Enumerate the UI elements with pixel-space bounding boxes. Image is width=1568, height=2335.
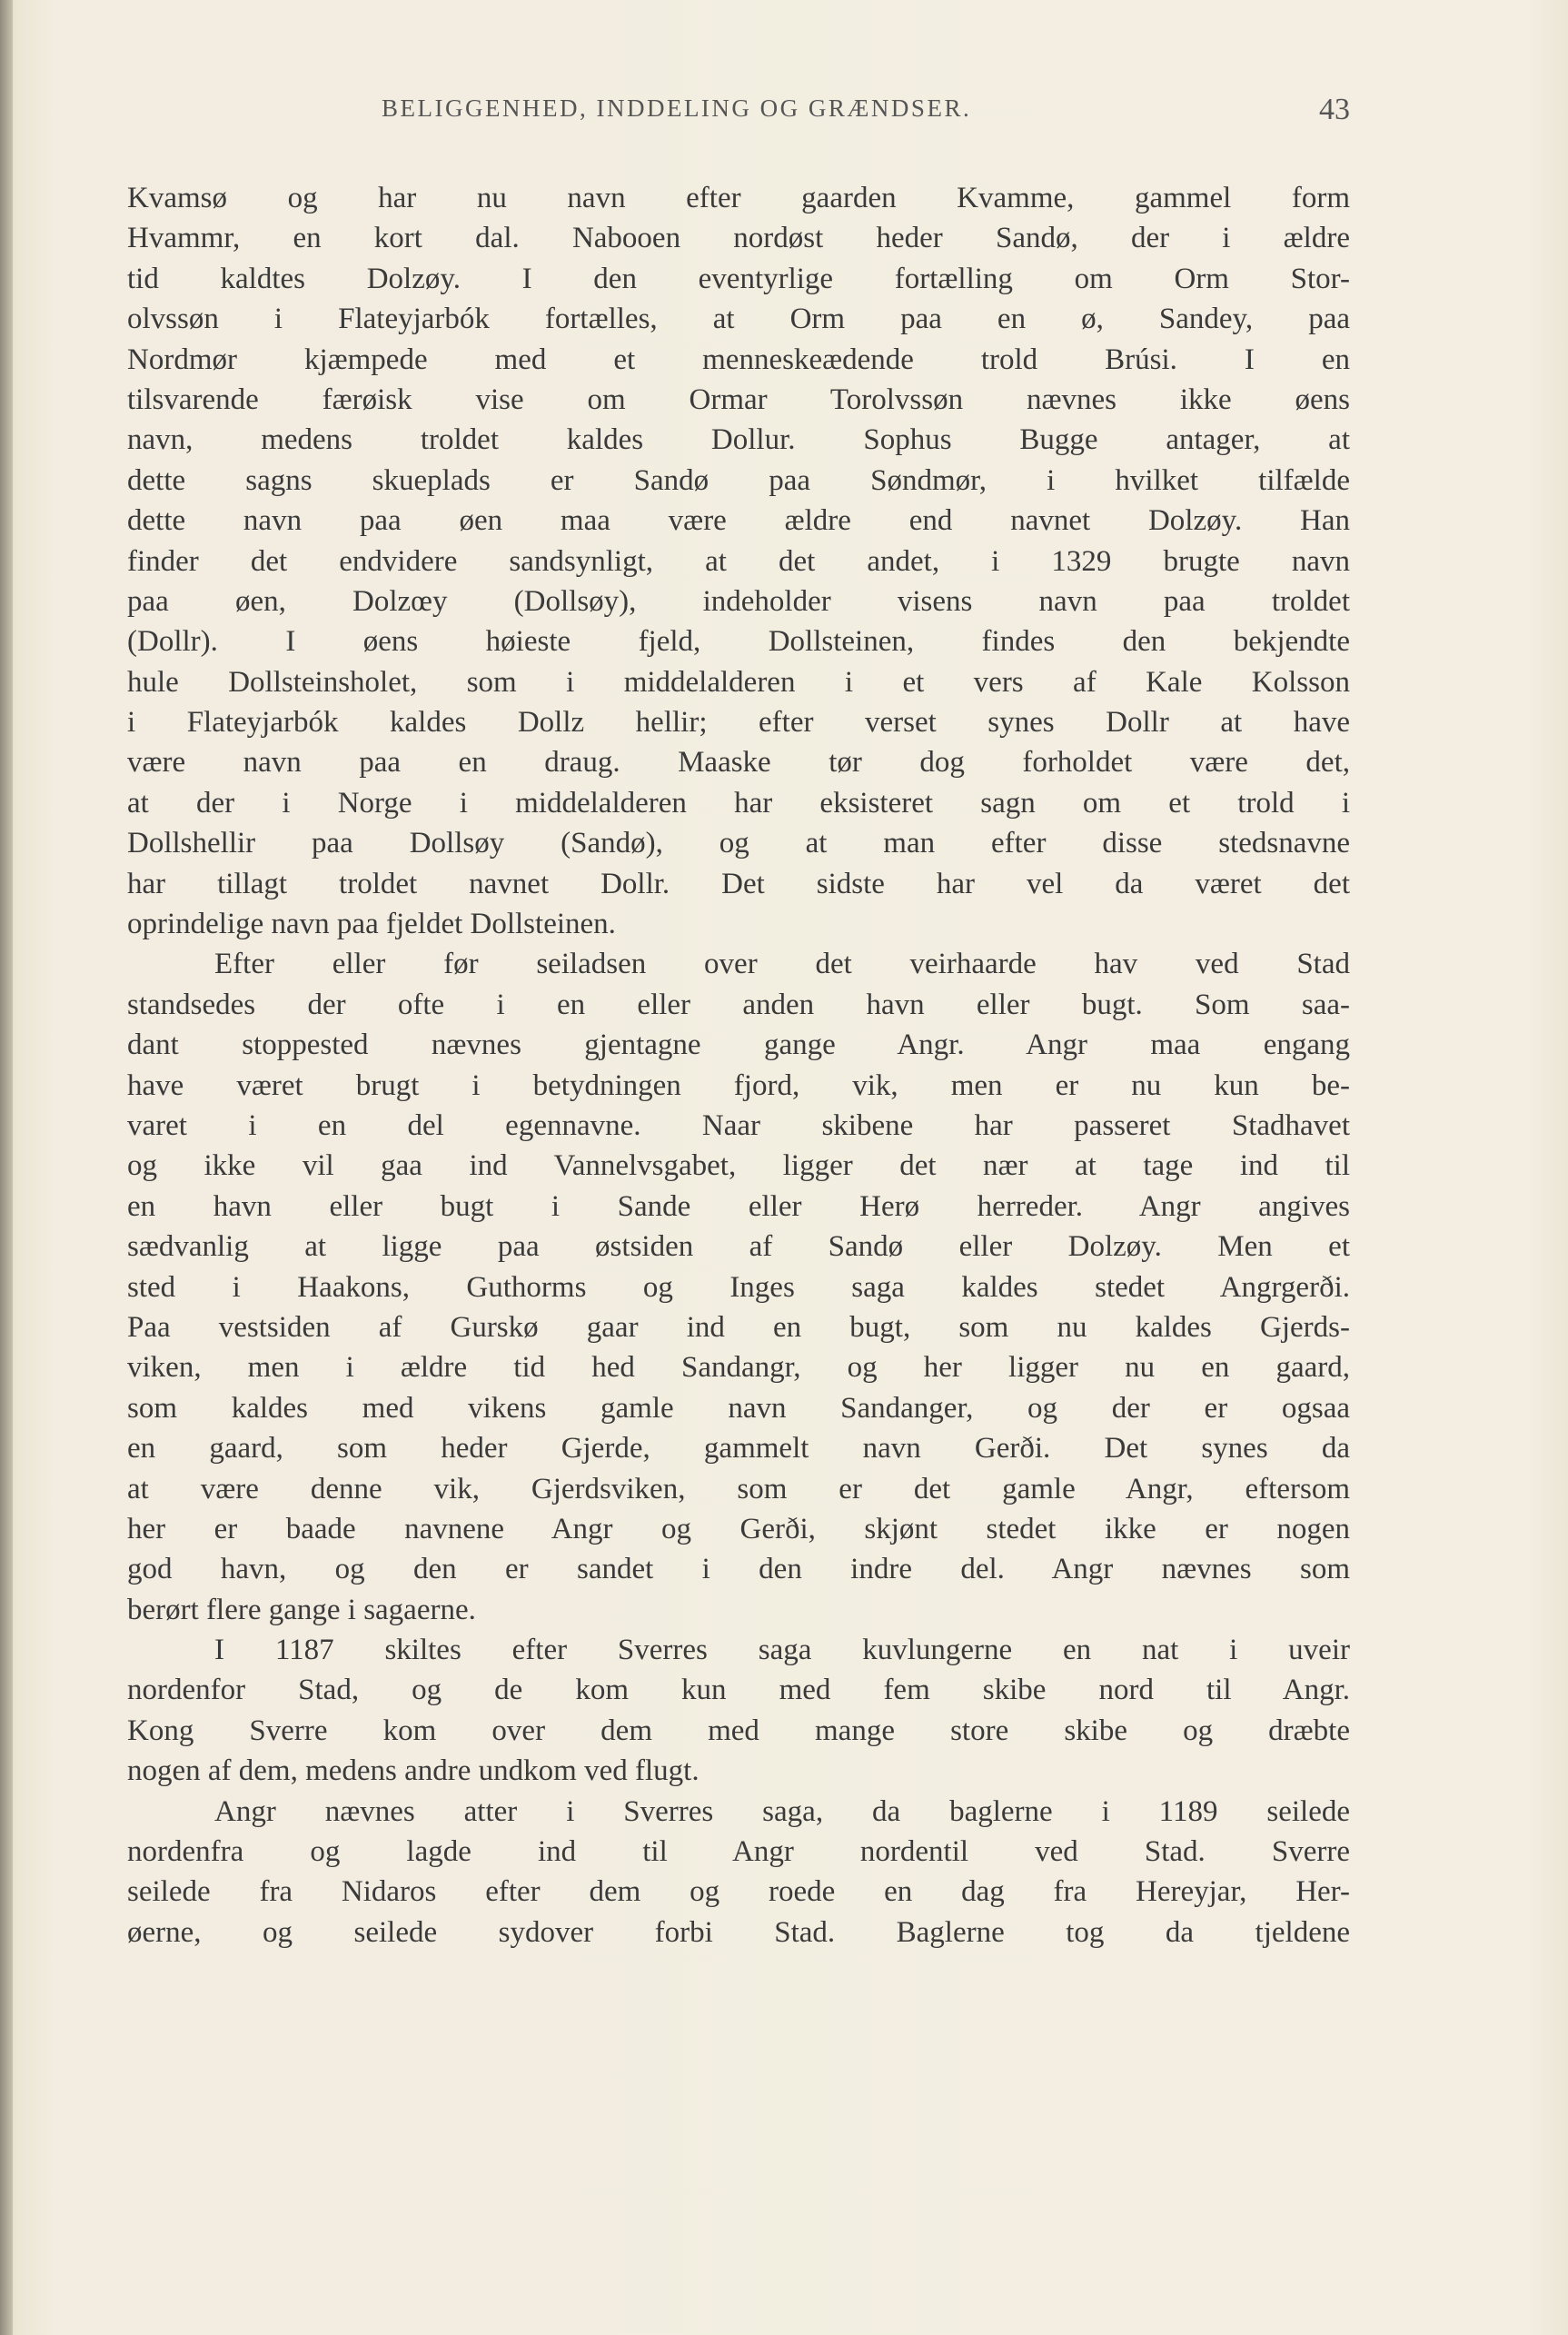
text-line: oprindelige navn paa fjeldet Dollsteinen. (127, 908, 616, 941)
text-line: tilsvarende færøisk vise om Ormar Torolvssøn nævnes ikke øens (127, 383, 1350, 416)
text-line: paa øen, Dolzœy (Dollsøy), indeholder visens navn paa troldet (127, 584, 1350, 618)
text-line: sædvanlig at ligge paa østsiden af Sandø eller Dolzøy. Men et (127, 1230, 1350, 1264)
page-header (127, 94, 1350, 134)
text-line: Angr nævnes atter i Sverres saga, da baglerne i 1189 seilede (214, 1794, 1350, 1828)
text-line: Hvammr, en kort dal. Nabooen nordøst heder Sandø, der i ældre (127, 222, 1350, 255)
text-line: i Flateyjarbók kaldes Dollz hellir; efter verset synes Dollr at have (127, 706, 1350, 740)
text-line: hule Dollsteinsholet, som i middelalderen i et vers af Kale Kolsson (127, 665, 1350, 699)
text-line: dette sagns skueplads er Sandø paa Søndmør, i hvilket tilfælde (127, 463, 1350, 497)
text-line: sted i Haakons, Guthorms og Inges saga kaldes stedet Angrgerði. (127, 1270, 1350, 1304)
text-line: finder det endvidere sandsynligt, at det andet, i 1329 brugte navn (127, 544, 1350, 578)
text-line: nordenfra og lagde ind til Angr nordentil ved Stad. Sverre (127, 1835, 1350, 1869)
text-line: at der i Norge i middelalderen har eksisteret sagn om et trold i (127, 786, 1350, 820)
text-line: Efter eller før seiladsen over det veirhaarde hav ved Stad (214, 948, 1350, 981)
text-line: øerne, og seilede sydover forbi Stad. Baglerne tog da tjeldene (127, 1915, 1350, 1949)
text-line: berørt flere gange i sagaerne. (127, 1593, 476, 1626)
text-line: nordenfor Stad, og de kom kun med fem skibe nord til Angr. (127, 1674, 1350, 1707)
text-line: olvssøn i Flateyjarbók fortælles, at Orm paa en ø, Sandey, paa (127, 303, 1350, 336)
text-line: seilede fra Nidaros efter dem og roede en dag fra Hereyjar, Her- (127, 1875, 1350, 1909)
text-line: Kong Sverre kom over dem med mange store skibe og dræbte (127, 1714, 1350, 1747)
text-line: som kaldes med vikens gamle navn Sandanger, og der er ogsaa (127, 1391, 1350, 1425)
text-line: varet i en del egennavne. Naar skibene har passeret Stadhavet (127, 1108, 1350, 1142)
text-line: navn, medens troldet kaldes Dollur. Sophus Bugge antager, at (127, 423, 1350, 457)
text-line: og ikke vil gaa ind Vannelvsgabet, ligger det nær at tage ind til (127, 1149, 1350, 1183)
text-line: har tillagt troldet navnet Dollr. Det sidste har vel da været det (127, 867, 1350, 900)
text-line: have været brugt i betydningen fjord, vik, men er nu kun be- (127, 1068, 1350, 1102)
text-line: en gaard, som heder Gjerde, gammelt navn Gerði. Det synes da (127, 1432, 1350, 1466)
text-line: en havn eller bugt i Sande eller Herø herreder. Angr angives (127, 1189, 1350, 1223)
text-line: tid kaldtes Dolzøy. I den eventyrlige fortælling om Orm Stor- (127, 262, 1350, 295)
text-line: Paa vestsiden af Gurskø gaar ind en bugt, som nu kaldes Gjerds- (127, 1310, 1350, 1344)
page-number: 43 (1319, 93, 1350, 126)
text-line: Dollshellir paa Dollsøy (Sandø), og at man efter disse stedsnavne (127, 827, 1350, 860)
text-line: her er baade navnene Angr og Gerði, skjønt stedet ikke er nogen (127, 1512, 1350, 1545)
text-line: at være denne vik, Gjerdsviken, som er det gamle Angr, eftersom (127, 1472, 1350, 1505)
text-line: dette navn paa øen maa være ældre end navnet Dolzøy. Han (127, 504, 1350, 538)
text-line: I 1187 skiltes efter Sverres saga kuvlungerne en nat i uveir (214, 1634, 1350, 1667)
text-line: dant stoppested nævnes gjentagne gange Angr. Angr maa engang (127, 1028, 1350, 1062)
text-line: (Dollr). I øens høieste fjeld, Dollsteinen, findes den bekjendte (127, 625, 1350, 659)
running-head: BELIGGENHED, INDDELING OG GRÆNDSER. (382, 94, 972, 122)
page-binding-edge (0, 0, 13, 2335)
text-line: viken, men i ældre tid hed Sandangr, og her ligger nu en gaard, (127, 1351, 1350, 1385)
text-line: standsedes der ofte i en eller anden havn eller bugt. Som saa- (127, 988, 1350, 1021)
text-line: god havn, og den er sandet i den indre del. Angr nævnes som (127, 1553, 1350, 1586)
text-line: Nordmør kjæmpede med et menneskeædende trold Brúsi. I en (127, 343, 1350, 376)
text-line: nogen af dem, medens andre undkom ved flugt. (127, 1754, 700, 1788)
text-line: Kvamsø og har nu navn efter gaarden Kvamme, gammel form (127, 182, 1350, 214)
body-text (127, 178, 1350, 1952)
text-line: være navn paa en draug. Maaske tør dog forholdet være det, (127, 746, 1350, 780)
